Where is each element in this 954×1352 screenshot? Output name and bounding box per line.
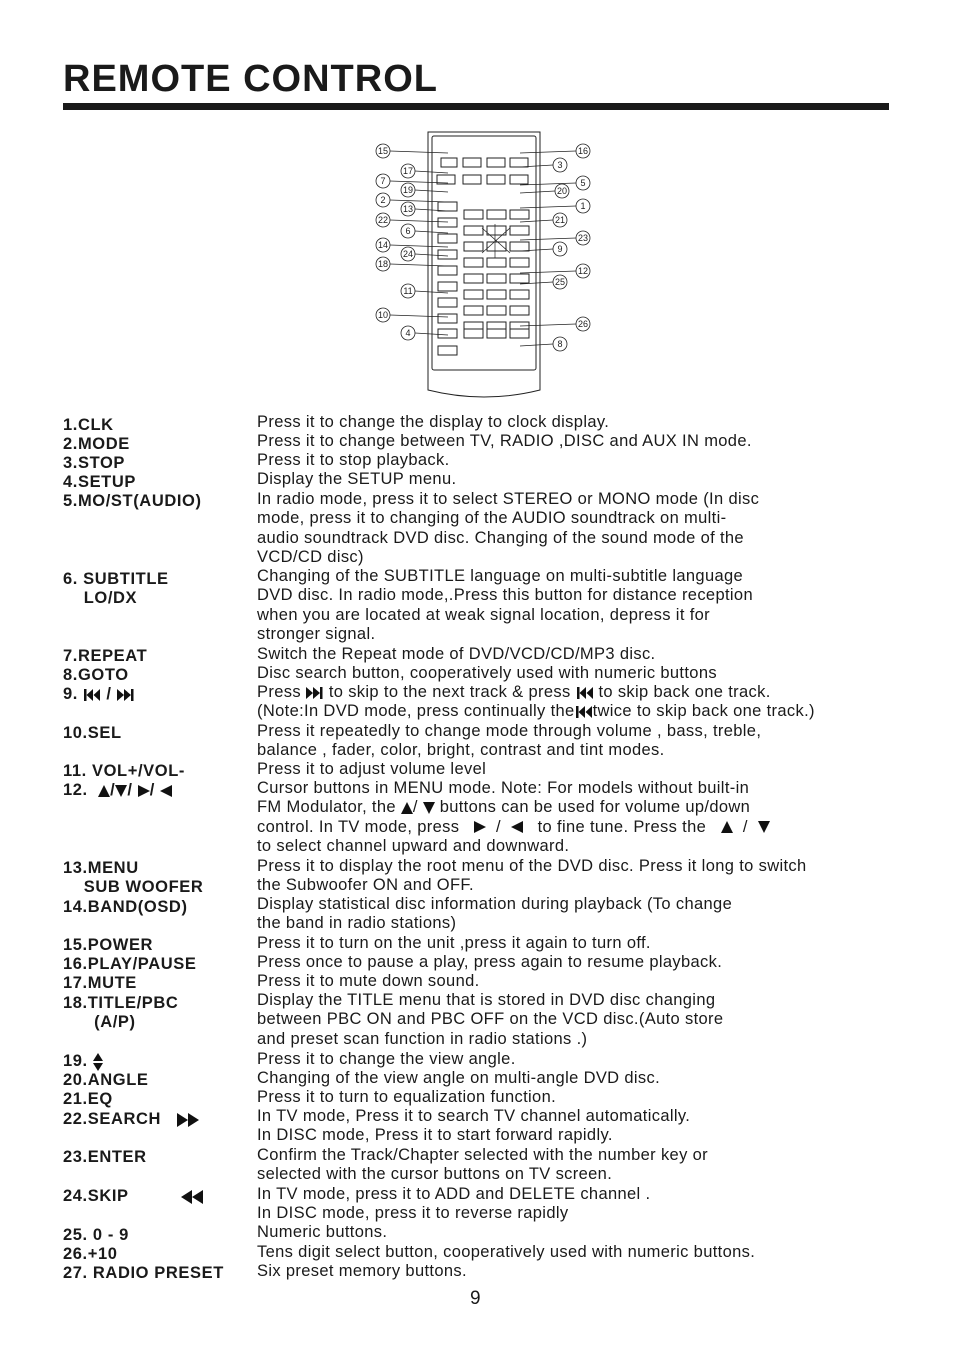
down-arrow-icon (758, 821, 770, 833)
description-text: to skip back one track. (598, 683, 771, 701)
description-text: to skip to the next track & press (328, 683, 571, 701)
right-arrow-icon (474, 821, 486, 833)
description-line: the band in radio stations) (257, 914, 457, 933)
callout-number: 7 (380, 176, 386, 186)
item-term (63, 1090, 113, 1109)
down-arrow-icon (423, 802, 435, 814)
description-text: Cursor buttons in MENU mode. Note: For models without built-in (257, 779, 750, 797)
prev-track-icon (576, 687, 594, 699)
left-arrow-icon (160, 785, 172, 797)
item-term (63, 955, 196, 974)
description-line: Display the SETUP menu. (257, 470, 457, 488)
remote-button (438, 218, 457, 227)
term-label: 11. VOL+/VOL- (63, 762, 185, 780)
description-line: audio soundtrack DVD disc. Changing of the sound mode of the (257, 528, 744, 547)
item-description (257, 722, 761, 761)
item-term (63, 974, 137, 993)
callout-number: 3 (557, 160, 563, 170)
item-description (257, 567, 753, 644)
prev-track-icon (575, 706, 593, 718)
term-label: 19. (63, 1052, 88, 1070)
callout-number: 18 (377, 259, 389, 269)
remote-button (510, 175, 528, 184)
description-line: In DISC mode, press it to reverse rapidly (257, 1204, 569, 1223)
description-line: In DISC mode, Press it to start forward rapidly. (257, 1126, 613, 1145)
item-description (257, 451, 450, 470)
callout-number: 17 (402, 166, 414, 176)
item-term (63, 1110, 199, 1129)
description-line: In radio mode, press it to select STEREO or MONO mode (In disc (257, 490, 760, 508)
remote-button (438, 250, 457, 259)
term-label: 17.MUTE (63, 974, 137, 992)
description-line: Press it repeatedly to change mode through volume , bass, treble, (257, 722, 762, 740)
term-label: 1.CLK (63, 416, 114, 434)
item-description (257, 1243, 755, 1262)
next-track-icon (306, 687, 324, 699)
next-track-icon (117, 689, 135, 701)
item-term: 12. / / / (63, 781, 172, 800)
item-term (63, 1245, 118, 1264)
item-description (257, 991, 723, 1049)
remote-button (510, 242, 529, 251)
remote-button (464, 210, 483, 219)
term-label: 13.MENU SUB WOOFER (63, 859, 204, 896)
item-description (257, 895, 732, 934)
description-line: Press it to display the root menu of the DVD disc. Press it long to switch (257, 857, 807, 875)
callout-number: 15 (377, 146, 389, 156)
item-term (63, 454, 125, 473)
item-description (257, 1069, 660, 1088)
remote-button (487, 274, 506, 283)
item-description (257, 857, 807, 896)
description-text: (Note:In DVD mode, press continually the (257, 702, 575, 721)
callout-number: 16 (577, 146, 589, 156)
remote-button (438, 314, 457, 323)
remote-button (438, 202, 457, 211)
item-term (63, 473, 136, 492)
item-term (63, 898, 188, 917)
remote-button (438, 329, 457, 338)
item-term (63, 762, 185, 781)
item-description (257, 1146, 708, 1185)
description-line: Press it to turn on the unit ,press it again to turn off. (257, 934, 651, 952)
item-description: Cursor buttons in MENU mode. Note: For models without built-in FM Modulator, the / buttons can be used for volume up/down control. In TV mode, press / to fine tune. Press the / to select channel upward and downward. (257, 779, 770, 856)
remote-button (464, 258, 483, 267)
description-line: when you are located at weak signal location, depress it for (257, 605, 710, 624)
angle-updown-icon (93, 1053, 103, 1071)
description-line: Tens digit select button, cooperatively used with numeric buttons. (257, 1243, 756, 1261)
description-line: Press it to change between TV, RADIO ,DISC and AUX IN mode. (257, 432, 752, 450)
remote-button (510, 290, 529, 299)
remote-button (463, 158, 481, 167)
item-term (63, 1264, 224, 1283)
description-line: Press it to turn to equalization function. (257, 1088, 557, 1106)
description-line: Six preset memory buttons. (257, 1262, 467, 1280)
description-line: Numeric buttons. (257, 1223, 388, 1241)
remote-button (464, 274, 483, 283)
left-arrow-icon (511, 821, 523, 833)
description-line: the Subwoofer ON and OFF. (257, 876, 474, 895)
term-label: 5.MO/ST(AUDIO) (63, 492, 202, 510)
description-text: to select channel upward and downward. (257, 836, 570, 855)
callout-number: 10 (377, 310, 389, 320)
remote-button (510, 274, 529, 283)
callout-number: 8 (557, 339, 563, 349)
remote-button (510, 226, 529, 235)
term-label: 7.REPEAT (63, 647, 148, 665)
item-description (257, 470, 456, 489)
item-term (63, 936, 153, 955)
description-line: Disc search button, cooperatively used with numeric buttons (257, 664, 717, 682)
item-description (257, 1223, 387, 1242)
term-label: 6. SUBTITLE LO/DX (63, 570, 169, 607)
description-text: control. In TV mode, press (257, 817, 460, 836)
callout-number: 13 (402, 204, 414, 214)
remote-button (487, 210, 506, 219)
prev-track-icon (83, 689, 101, 701)
remote-button (510, 329, 529, 338)
remote-button (510, 210, 529, 219)
remote-button (487, 158, 505, 167)
item-term (63, 666, 129, 685)
fast-forward-icon (177, 1113, 199, 1127)
term-label: 15.POWER (63, 936, 154, 954)
description-text: buttons can be used for volume up/down (439, 798, 751, 817)
up-arrow-icon (721, 821, 733, 833)
description-line: DVD disc. In radio mode,.Press this button for distance reception (257, 586, 753, 605)
description-line: Changing of the view angle on multi-angle DVD disc. (257, 1069, 661, 1087)
callout-number: 4 (405, 328, 411, 338)
remote-button (438, 282, 457, 291)
callout-number: 1 (580, 201, 586, 211)
item-term (63, 1226, 129, 1245)
description-line: Press it to mute down sound. (257, 972, 480, 990)
item-term (63, 1052, 103, 1071)
remote-button (438, 298, 457, 307)
page-number: 9 (470, 1288, 481, 1309)
description-line: Press it to change the display to clock display. (257, 413, 610, 431)
item-term (63, 492, 202, 511)
description-text: Press (257, 683, 301, 701)
remote-button (464, 306, 483, 315)
description-line: In TV mode, Press it to search TV channel automatically. (257, 1107, 691, 1125)
description-line: stronger signal. (257, 624, 376, 643)
remote-button (487, 329, 506, 338)
remote-button (510, 258, 529, 267)
description-line: Press it to adjust volume level (257, 760, 487, 778)
description-line: balance , fader, color, bright, contrast and tint modes. (257, 741, 665, 760)
up-arrow-icon (401, 802, 413, 814)
description-line: Switch the Repeat mode of DVD/VCD/CD/MP3 disc. (257, 645, 656, 663)
callout-number: 14 (377, 240, 389, 250)
description-line: selected with the cursor buttons on TV screen. (257, 1165, 613, 1184)
term-label: 25. 0 - 9 (63, 1226, 129, 1244)
item-description (257, 1262, 467, 1281)
term-label: 10.SEL (63, 724, 122, 742)
callout-number: 26 (577, 319, 589, 329)
description-line: Press once to pause a play, press again to resume playback. (257, 953, 723, 971)
description-line: Press it to change the view angle. (257, 1050, 516, 1068)
term-label: 24.SKIP (63, 1187, 129, 1205)
item-term (63, 1071, 149, 1090)
remote-button (463, 175, 481, 184)
description-line: mode, press it to changing of the AUDIO soundtrack on multi- (257, 509, 727, 528)
term-label: 9. (63, 685, 78, 703)
right-arrow-icon (138, 785, 150, 797)
down-arrow-icon (115, 785, 127, 797)
term-label: 26.+10 (63, 1245, 118, 1263)
item-description (257, 760, 486, 779)
callout-number: 25 (554, 277, 566, 287)
remote-button (441, 158, 457, 167)
item-term (63, 416, 114, 435)
remote-button (464, 290, 483, 299)
term-label: 22.SEARCH (63, 1110, 162, 1128)
description-line: Confirm the Track/Chapter selected with the number key or (257, 1146, 708, 1164)
description-line: Display the TITLE menu that is stored in DVD disc changing (257, 991, 716, 1009)
description-line: Display statistical disc information during playback (To change (257, 895, 733, 913)
remote-button (510, 306, 529, 315)
term-label: 2.MODE (63, 435, 130, 453)
remote-button (464, 226, 483, 235)
item-description (257, 934, 651, 953)
item-term (63, 724, 122, 743)
description-text: FM Modulator, the (257, 798, 396, 817)
item-description (257, 1185, 650, 1224)
description-text: to fine tune. Press the (537, 817, 707, 836)
description-line: Press it to stop playback. (257, 451, 450, 469)
callout-number: 23 (577, 233, 589, 243)
description-line: between PBC ON and PBC OFF on the VCD disc.(Auto store (257, 1010, 724, 1029)
up-arrow-icon (98, 785, 110, 797)
callout-number: 2 (380, 195, 386, 205)
term-label: 23.ENTER (63, 1148, 147, 1166)
callout-number: 11 (403, 286, 413, 296)
term-label: 18.TITLE/PBC (A/P) (63, 994, 179, 1031)
description-line: Changing of the SUBTITLE language on multi-subtitle language (257, 567, 744, 585)
description-text: twice to skip back one track.) (592, 702, 815, 721)
item-description (257, 432, 752, 451)
item-term (63, 435, 130, 454)
item-description (257, 1050, 516, 1069)
remote-button (487, 175, 505, 184)
callout-number: 21 (554, 215, 566, 225)
callout-number: 9 (557, 244, 563, 254)
item-term (63, 570, 169, 608)
term-label: 4.SETUP (63, 473, 136, 491)
remote-control-diagram (370, 128, 600, 400)
item-term (63, 994, 178, 1032)
remote-button (438, 234, 457, 243)
callout-number: 19 (402, 185, 414, 195)
item-description (257, 953, 722, 972)
callout-number: 20 (556, 186, 568, 196)
term-label: 8.GOTO (63, 666, 129, 684)
term-label: 14.BAND(OSD) (63, 898, 188, 916)
remote-button (464, 242, 483, 251)
description-line: VCD/CD disc) (257, 547, 364, 566)
remote-button (438, 266, 457, 275)
remote-button (487, 306, 506, 315)
item-term (63, 1148, 147, 1167)
item-description (257, 1088, 556, 1107)
item-term: 9. / (63, 685, 135, 704)
remote-button (487, 290, 506, 299)
callout-number: 12 (577, 266, 589, 276)
item-description (257, 645, 656, 664)
remote-button (487, 258, 506, 267)
callout-number: 24 (402, 249, 414, 259)
callout-number: 6 (405, 226, 411, 236)
term-label: 12. (63, 781, 88, 799)
remote-button (438, 346, 457, 355)
item-description (257, 664, 717, 683)
item-description (257, 972, 480, 991)
description-line: and preset scan function in radio stations .) (257, 1029, 588, 1048)
title-rule (63, 103, 889, 110)
callout-number: 22 (377, 215, 389, 225)
remote-button (510, 158, 528, 167)
item-description (257, 1107, 690, 1146)
page-title: REMOTE CONTROL (63, 58, 438, 100)
rewind-icon (181, 1190, 203, 1204)
item-term (63, 1187, 203, 1206)
term-label: 3.STOP (63, 454, 125, 472)
term-label: 21.EQ (63, 1090, 113, 1108)
term-label: 16.PLAY/PAUSE (63, 955, 197, 973)
item-description (257, 413, 609, 432)
description-line: In TV mode, press it to ADD and DELETE channel . (257, 1185, 651, 1203)
item-term (63, 859, 203, 897)
remote-button (464, 329, 483, 338)
term-label: 27. RADIO PRESET (63, 1264, 224, 1282)
item-description (257, 490, 759, 567)
callout-number: 5 (580, 178, 586, 188)
item-term (63, 647, 147, 666)
term-label: 20.ANGLE (63, 1071, 149, 1089)
item-description (257, 683, 815, 722)
